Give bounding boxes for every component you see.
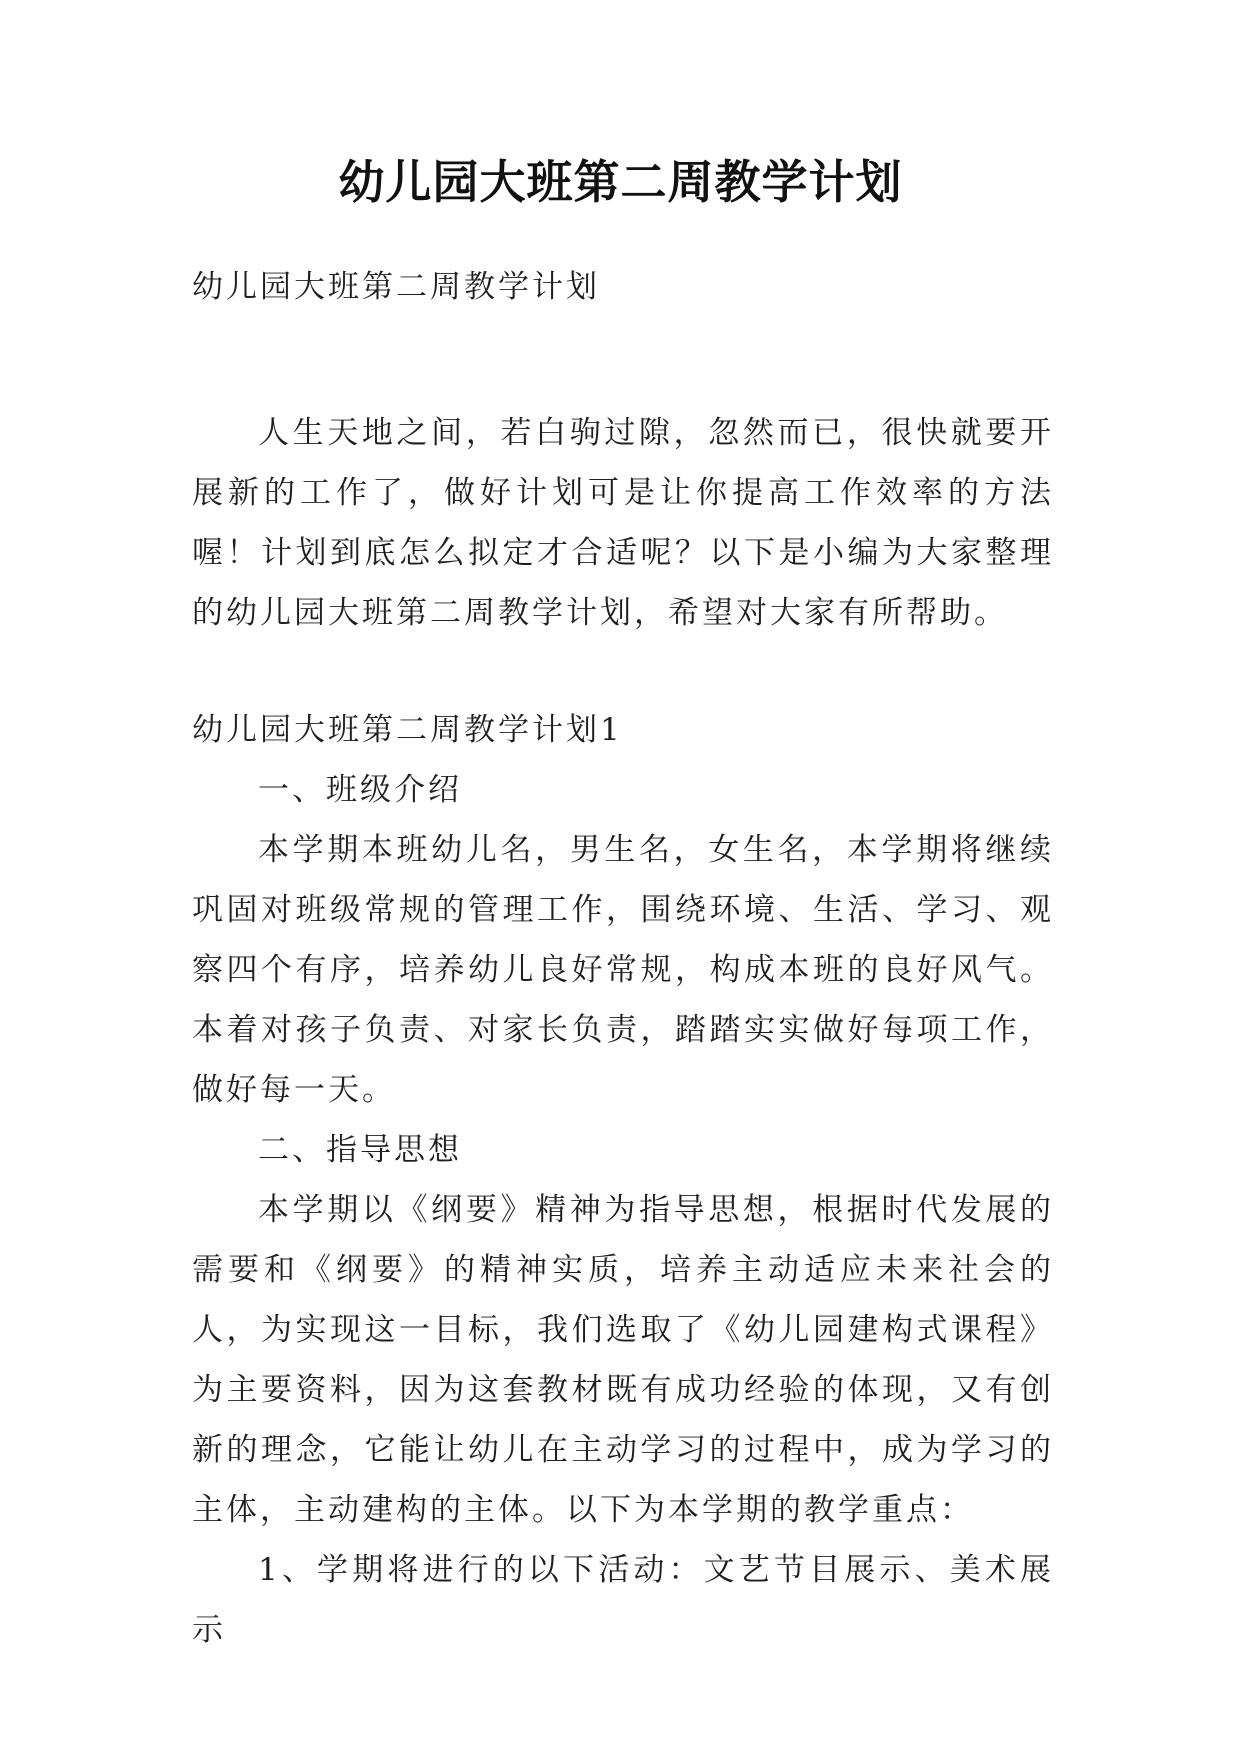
part2-paragraph: 本学期以《纲要》精神为指导思想，根据时代发展的需要和《纲要》的精神实质，培养主动适应未来社会的人，为实现这一目标，我们选取了《幼儿园建构式课程》为主要资料，因为这套教材既有成功经验的体现，又有创新的理念，它能让幼儿在主动学习的过程中，成为学习的主体，主动建构的主体。以下为本学期的教学重点： [192, 1192, 1054, 1528]
part2-heading: 二、指导思想 [258, 1132, 462, 1168]
intro-paragraph: 人生天地之间，若白驹过隙，忽然而已，很快就要开展新的工作了，做好计划可是让你提高工作效率的方法喔！计划到底怎么拟定才合适呢？以下是小编为大家整理的幼儿园大班第二周教学计划，希望对大家有所帮助。 [192, 415, 1054, 631]
part1-paragraph: 本学期本班幼儿名，男生名，女生名，本学期将继续巩固对班级常规的管理工作，围绕环境、生活、学习、观察四个有序，培养幼儿良好常规，构成本班的良好风气。本着对孩子负责、对家长负责，踏踏实实做好每项工作，做好每一天。 [192, 832, 1054, 1108]
document-subtitle: 幼儿园大班第二周教学计划 [192, 269, 600, 305]
document-title: 幼儿园大班第二周教学计划 [338, 155, 903, 209]
part1-heading: 一、班级介绍 [258, 772, 462, 808]
list-item: 1、学期将进行的以下活动：文艺节目展示、美术展示 [192, 1552, 1054, 1648]
section-heading: 幼儿园大班第二周教学计划1 [192, 712, 623, 748]
document-content [192, 700, 1054, 1660]
